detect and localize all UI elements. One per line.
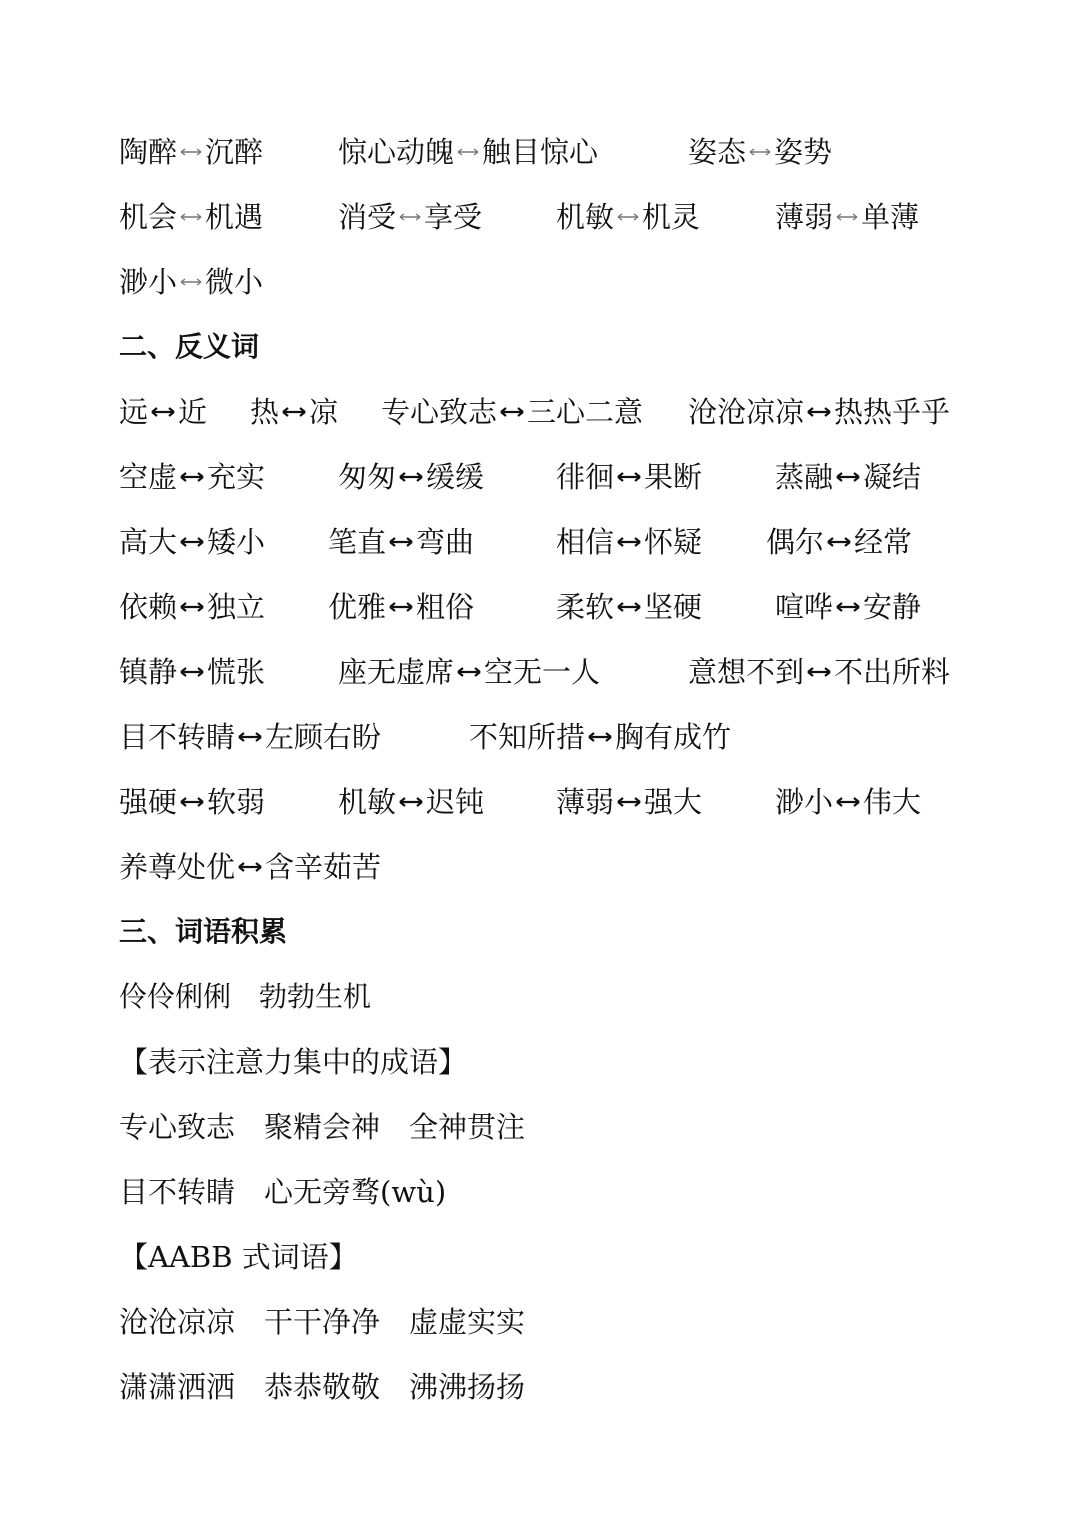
- double-arrow-icon: [834, 471, 862, 483]
- double-arrow-icon: [805, 406, 833, 418]
- double-arrow-icon: [615, 536, 643, 548]
- double-arrow-icon: [498, 406, 526, 418]
- word-pair: 薄弱 强大: [556, 785, 703, 819]
- double-arrow-icon: [397, 212, 423, 222]
- word-pair: 蒸融 凝结: [775, 460, 922, 494]
- word-pair: 目不转睛 左顾右盼: [119, 720, 382, 754]
- word-pair: 养尊处优 含辛茹苦: [119, 850, 382, 884]
- word-pair: 意想不到 不出所料: [688, 655, 951, 689]
- word-pair: 机敏 机灵: [556, 200, 701, 234]
- double-arrow-icon: [615, 471, 643, 483]
- double-arrow-icon: [178, 212, 204, 222]
- word-pair: 喧哗 安静: [775, 590, 922, 624]
- double-arrow-icon: [615, 601, 643, 613]
- word-pair: 柔软 坚硬: [556, 590, 703, 624]
- double-arrow-icon: [387, 536, 415, 548]
- word-pair: 偶尔 经常: [766, 525, 913, 559]
- word-pair: 不知所措 胸有成竹: [469, 720, 732, 754]
- word-pair: 热 凉: [250, 395, 339, 429]
- word-pair: 渺小 微小: [119, 265, 264, 299]
- double-arrow-icon: [280, 406, 308, 418]
- word-pair: 远 近: [119, 395, 208, 429]
- word-pair: 薄弱 单薄: [775, 200, 920, 234]
- double-arrow-icon: [455, 666, 483, 678]
- double-arrow-icon: [397, 471, 425, 483]
- word-pair: 强硬 软弱: [119, 785, 266, 819]
- word-pair: 相信 怀疑: [556, 525, 703, 559]
- double-arrow-icon: [834, 796, 862, 808]
- double-arrow-icon: [805, 666, 833, 678]
- double-arrow-icon: [178, 601, 206, 613]
- word-pair: 沧沧凉凉 热热乎乎: [688, 395, 951, 429]
- double-arrow-icon: [615, 212, 641, 222]
- word-pair: 陶醉 沉醉: [119, 135, 264, 169]
- word-pair: 渺小 伟大: [775, 785, 922, 819]
- double-arrow-icon: [615, 796, 643, 808]
- double-arrow-icon: [397, 796, 425, 808]
- double-arrow-icon: [834, 601, 862, 613]
- double-arrow-icon: [178, 147, 204, 157]
- word-pair: 座无虚席 空无一人: [338, 655, 601, 689]
- double-arrow-icon: [455, 147, 481, 157]
- double-arrow-icon: [825, 536, 853, 548]
- word-pair: 机会 机遇: [119, 200, 264, 234]
- word-pair: 专心致志 三心二意: [381, 395, 644, 429]
- double-arrow-icon: [178, 666, 206, 678]
- double-arrow-icon: [178, 471, 206, 483]
- double-arrow-icon: [178, 536, 206, 548]
- word-pair: 空虚 充实: [119, 460, 266, 494]
- double-arrow-icon: [149, 406, 177, 418]
- double-arrow-icon: [236, 861, 264, 873]
- double-arrow-icon: [236, 731, 264, 743]
- word-pair: 依赖 独立: [119, 590, 266, 624]
- word-pair: 镇静 慌张: [119, 655, 266, 689]
- word-pair: 高大 矮小: [119, 525, 266, 559]
- word-pair: 优雅 粗俗: [328, 590, 475, 624]
- double-arrow-icon: [586, 731, 614, 743]
- word-pair: 机敏 迟钝: [338, 785, 485, 819]
- double-arrow-icon: [834, 212, 860, 222]
- word-pair: 姿态 姿势: [688, 135, 833, 169]
- word-pair: 匆匆 缓缓: [338, 460, 485, 494]
- word-pair: 消受 享受: [338, 200, 483, 234]
- double-arrow-icon: [387, 601, 415, 613]
- word-pair: 惊心动魄 触目惊心: [338, 135, 599, 169]
- double-arrow-icon: [178, 277, 204, 287]
- double-arrow-icon: [178, 796, 206, 808]
- double-arrow-icon: [747, 147, 773, 157]
- word-pair: 徘徊 果断: [556, 460, 703, 494]
- word-pair: 笔直 弯曲: [328, 525, 475, 559]
